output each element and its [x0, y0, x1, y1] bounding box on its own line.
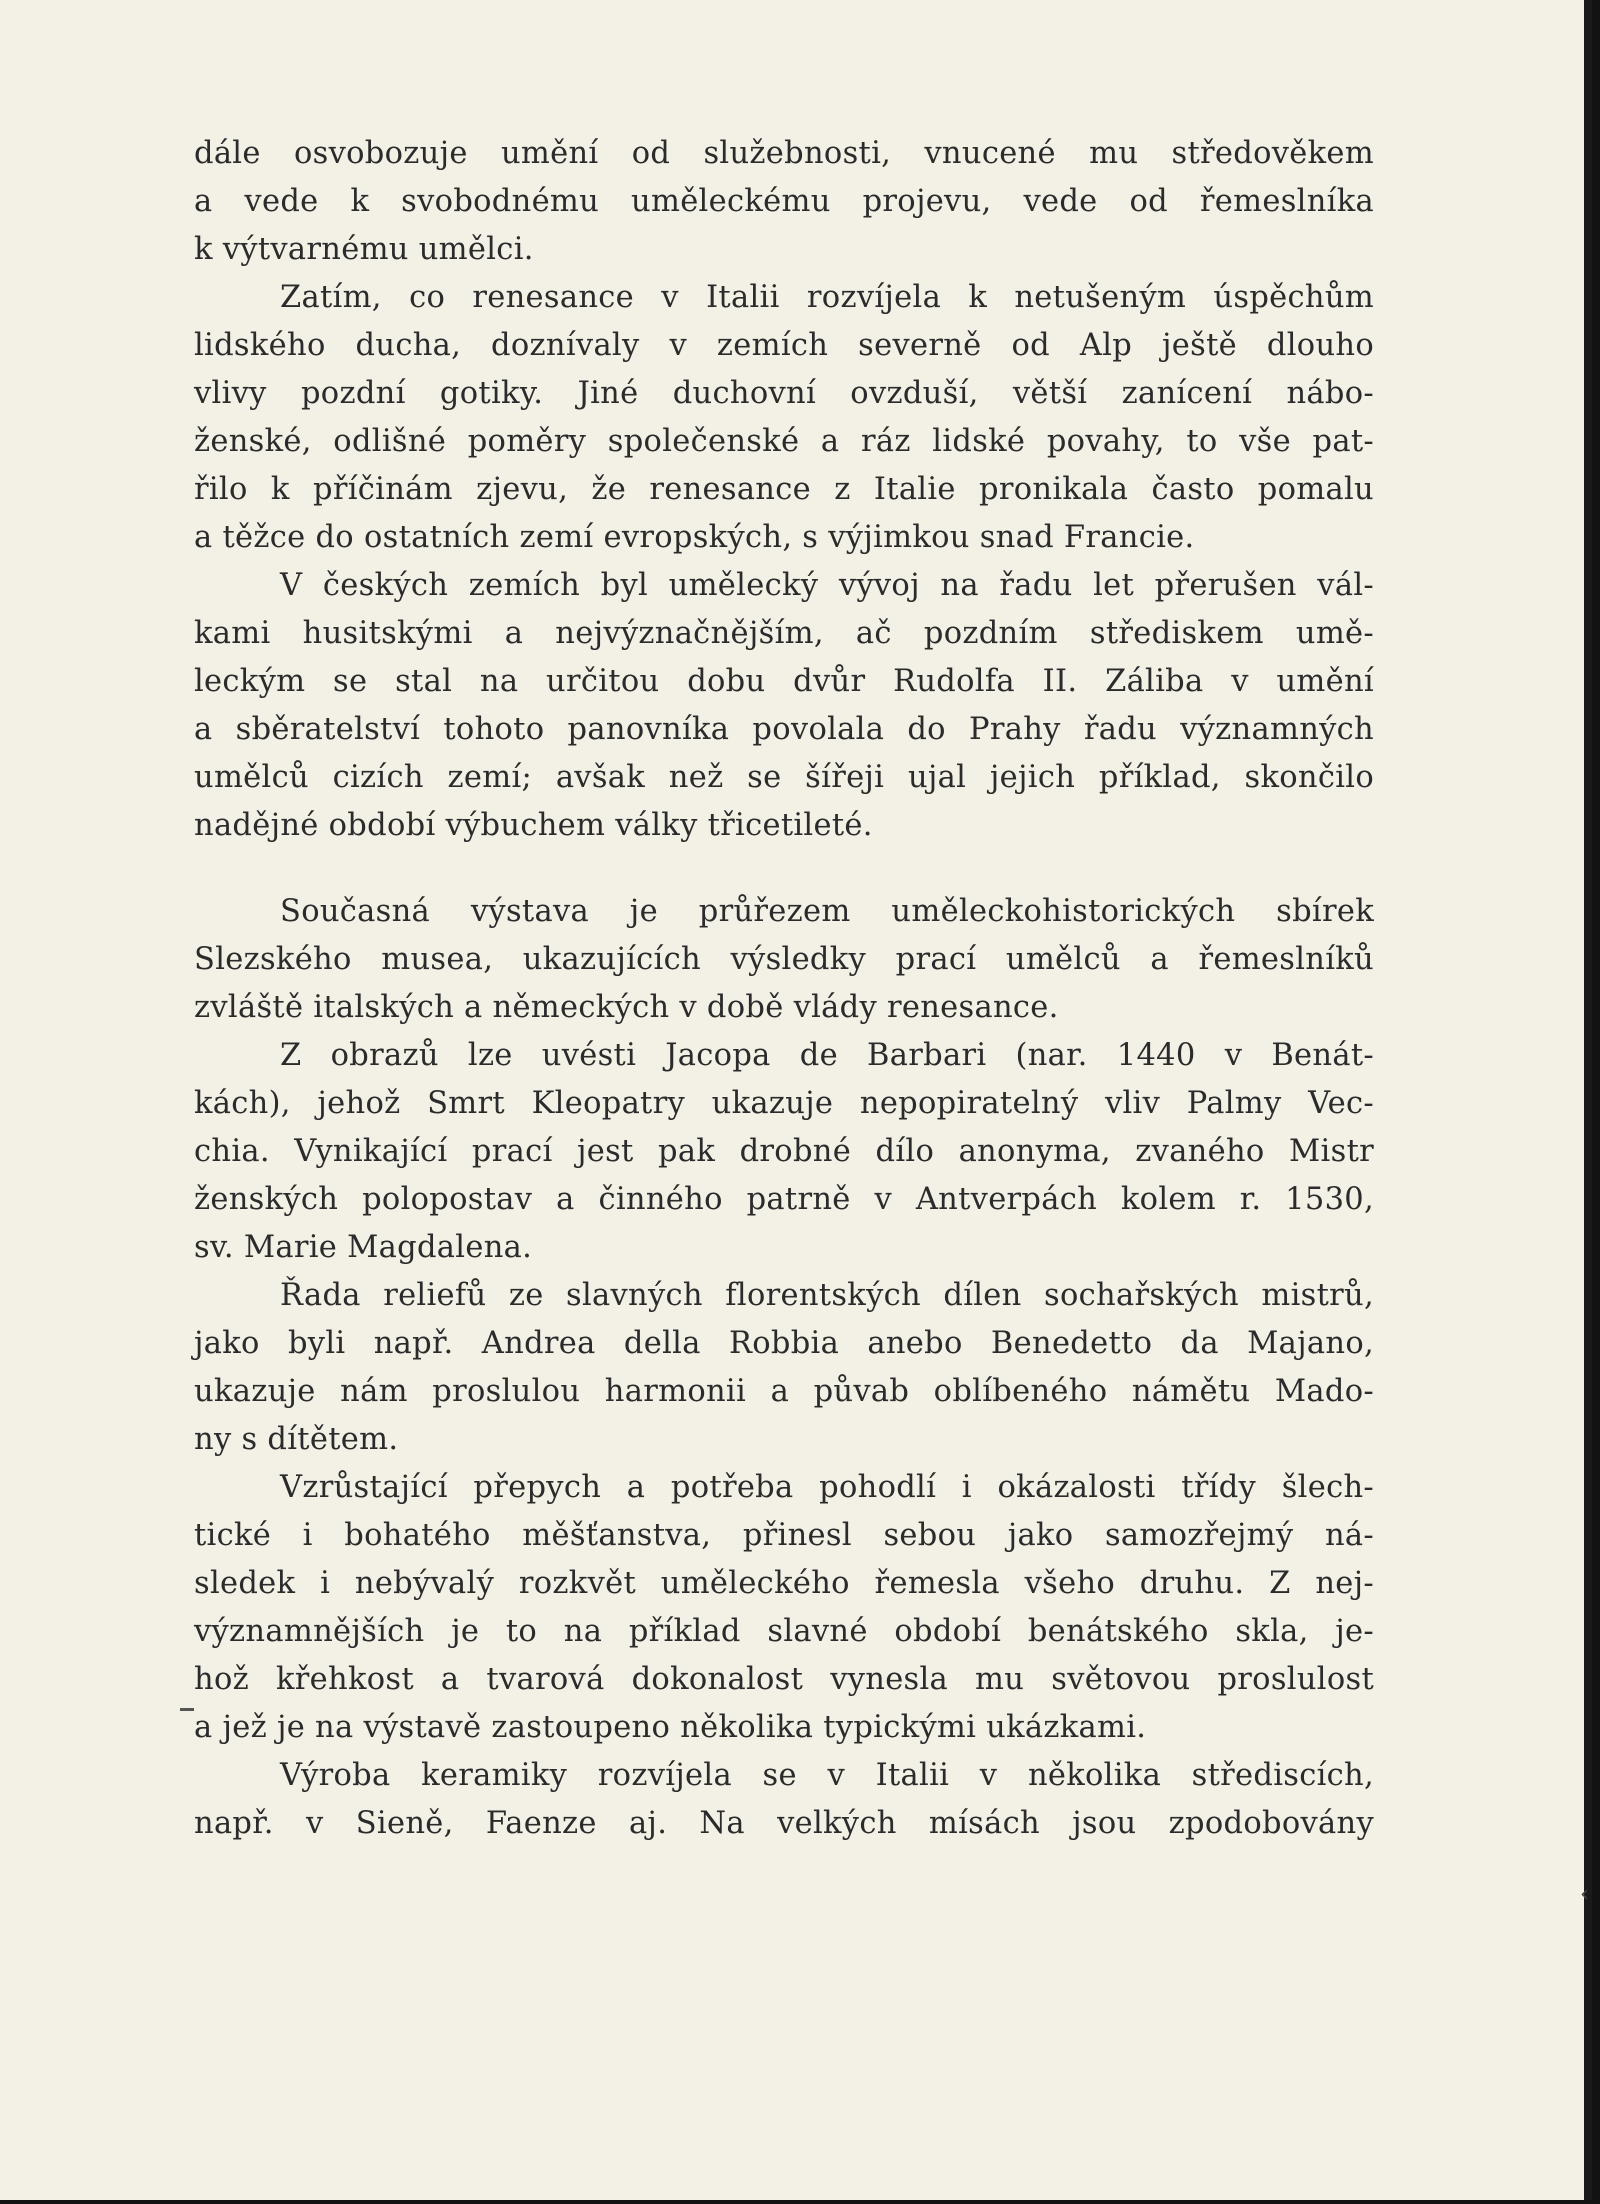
text-line: Zatím, co renesance v Italii rozvíjela k netušeným úspěchům	[280, 280, 1374, 315]
text-line: nadějné období výbuchem války třicetileté.	[194, 808, 873, 843]
text-line: Z obrazů lze uvésti Jacopa de Barbari (nar. 1440 v Benát-	[280, 1038, 1374, 1073]
text-line: a těžce do ostatních zemí evropských, s výjimkou snad Francie.	[194, 520, 1195, 555]
text-line: hož křehkost a tvarová dokonalost vynesla mu světovou proslulost	[194, 1662, 1374, 1697]
text-line: řilo k příčinám zjevu, že renesance z Italie pronikala často pomalu	[194, 472, 1374, 507]
text-line: sledek i nebývalý rozkvět uměleckého řemesla všeho druhu. Z nej-	[194, 1566, 1374, 1601]
paragraph	[194, 1032, 1374, 1272]
paragraph	[194, 274, 1374, 562]
text-line: Výroba keramiky rozvíjela se v Italii v několika střediscích,	[280, 1758, 1374, 1793]
text-line: dále osvobozuje umění od služebnosti, vnucené mu středověkem	[194, 136, 1374, 171]
text-line: vlivy pozdní gotiky. Jiné duchovní ovzduší, větší zanícení nábo-	[194, 376, 1374, 411]
text-line: Vzrůstající přepych a potřeba pohodlí i okázalosti třídy šlech-	[280, 1470, 1374, 1505]
text-line: kami husitskými a nejvýznačnějším, ač pozdním střediskem umě-	[194, 616, 1374, 651]
text-line: tické i bohatého měšťanstva, přinesl sebou jako samozřejmý ná-	[194, 1518, 1374, 1553]
paragraph-gap	[194, 850, 1374, 888]
text-line: leckým se stal na určitou dobu dvůr Rudolfa II. Záliba v umění	[194, 664, 1374, 699]
text-line: ženských polopostav a činného patrně v Antverpách kolem r. 1530,	[194, 1182, 1374, 1217]
paragraph	[194, 888, 1374, 1032]
paragraph	[194, 562, 1374, 850]
text-line: a jež je na výstavě zastoupeno několika typickými ukázkami.	[194, 1710, 1147, 1745]
text-line: a vede k svobodnému uměleckému projevu, vede od řemeslníka	[194, 184, 1374, 219]
text-line: ženské, odlišné poměry společenské a ráz lidské povahy, to vše pat-	[194, 424, 1374, 459]
text-line: kách), jehož Smrt Kleopatry ukazuje nepopiratelný vliv Palmy Vec-	[194, 1086, 1374, 1121]
paragraph	[194, 1272, 1374, 1464]
text-line: ny s dítětem.	[194, 1422, 399, 1457]
text-line: významnějších je to na příklad slavné období benátského skla, je-	[194, 1614, 1374, 1649]
text-line: a sběratelství tohoto panovníka povolala do Prahy řadu významných	[194, 712, 1374, 747]
paragraph	[194, 1752, 1374, 1848]
text-line: jako byli např. Andrea della Robbia anebo Benedetto da Majano,	[194, 1326, 1374, 1361]
text-line: zvláště italských a německých v době vlády renesance.	[194, 990, 1059, 1025]
text-line: Řada reliefů ze slavných florentských dílen sochařských mistrů,	[280, 1278, 1374, 1313]
paragraph	[194, 1464, 1374, 1752]
text-line: k výtvarnému umělci.	[194, 232, 534, 267]
text-line: umělců cizích zemí; avšak než se šířeji ujal jejich příklad, skončilo	[194, 760, 1374, 795]
text-line: sv. Marie Magdalena.	[194, 1230, 533, 1265]
text-line: chia. Vynikající prací jest pak drobné dílo anonyma, zvaného Mistr	[194, 1134, 1374, 1169]
text-line: V českých zemích byl umělecký vývoj na řadu let přerušen vál-	[280, 568, 1374, 603]
text-line: ukazuje nám proslulou harmonii a půvab oblíbeného námětu Mado-	[194, 1374, 1374, 1409]
margin-mark	[180, 1708, 194, 1711]
body-text	[194, 130, 1374, 1848]
text-line: Současná výstava je průřezem uměleckohistorických sbírek	[280, 894, 1374, 929]
corner-mark: ‹	[1580, 1882, 1589, 1907]
text-line: Slezského musea, ukazujících výsledky prací umělců a řemeslníků	[194, 942, 1374, 977]
text-line: např. v Sieně, Faenze aj. Na velkých mísách jsou zpodobovány	[194, 1806, 1374, 1841]
text-line: lidského ducha, doznívaly v zemích severně od Alp ještě dlouho	[194, 328, 1374, 363]
paragraph	[194, 130, 1374, 274]
